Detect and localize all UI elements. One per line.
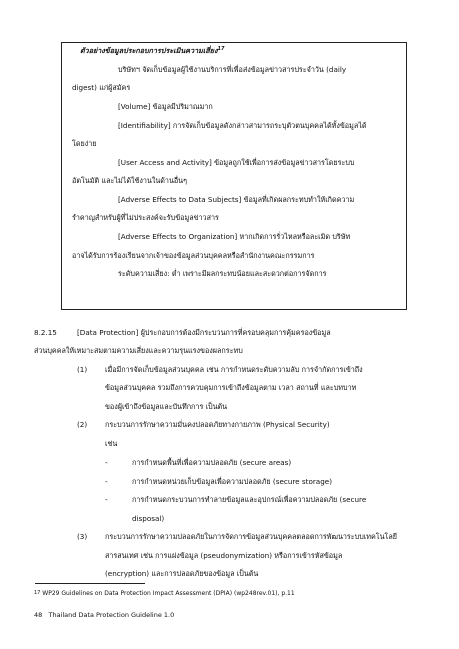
bullet-dash: - xyxy=(105,495,108,504)
bullet-text: disposal) xyxy=(132,514,165,523)
section-lead-cont: ส่วนบุคคลให้เหมาะสมตามความเสี่ยงและความรุนแรงของผลกระทบ xyxy=(34,346,243,355)
page-number: 48 xyxy=(34,611,43,619)
box-line: บริษัทฯ จัดเก็บข้อมูลผู้ใช้งานบริการที่เพื่อส่งข้อมูลข่าวสารประจำวัน (daily xyxy=(118,65,347,74)
item-label: (1) xyxy=(77,365,88,374)
item-line: ข้อมูลส่วนบุคคล รวมถึงการควบคุมการเข้าถึงข้อมูลตาม เวลา สถานที่ และบทบาท xyxy=(105,383,357,392)
footnote-ref: 17 xyxy=(217,46,225,52)
box-line: digest) แก่ผู้สมัคร xyxy=(72,83,131,92)
item-line: เมื่อมีการจัดเก็บข้อมูลส่วนบุคคล เช่น การกำหนดระดับความลับ การจำกัดการเข้าถึง xyxy=(105,365,363,374)
footnote xyxy=(34,591,295,597)
box-line: อาจได้รับการร้องเรียนจากเจ้าของข้อมูลส่วนบุคคลหรือสำนักงานคณะกรรมการ xyxy=(72,251,315,260)
footnote-mark: 17 xyxy=(34,590,41,596)
box-line: [Adverse Effects to Organization] หากเกิดการรั่วไหลหรือละเมิด บริษัท xyxy=(118,232,351,241)
item-line: ของผู้เข้าถึงข้อมูลและบันทึกการ เป็นต้น xyxy=(105,402,228,411)
item-line: สารสนเทศ เช่น การแฝงข้อมูล (pseudonymization) หรือการเข้ารหัสข้อมูล xyxy=(105,551,343,560)
item-line: (encryption) และการปลอดภัยของข้อมูล เป็นต้น xyxy=(105,569,259,578)
box-line: อัตโนมัติ และไม่ได้ใช้งานในด้านอื่นๆ xyxy=(72,176,187,185)
item-line: เช่น xyxy=(105,439,118,448)
section-lead: [Data Protection] ผู้ประกอบการต้องมีกระบวนการที่ครอบคลุมการคุ้มครองข้อมูล xyxy=(77,328,331,337)
item-label: (3) xyxy=(77,532,88,541)
footnote-rule xyxy=(35,583,145,584)
box-title: ตัวอย่างข้อมูลประกอบการประเมินความเสี่ยง$^{17}$ xyxy=(80,46,225,55)
bullet-text: การกำหนดกระบวนการทำลายข้อมูลและอุปกรณ์เพื่อความปลอดภัย (secure xyxy=(132,495,367,504)
box-line: [User Access and Activity] ข้อมูลถูกใช้เพื่อการส่งข้อมูลข่าวสารโดยระบบ xyxy=(118,158,355,167)
bullet-text: การกำหนดพื้นที่เพื่อความปลอดภัย (secure areas) xyxy=(132,458,292,467)
section-number: 8.2.15 xyxy=(34,328,57,337)
footer-title: Thailand Data Protection Guideline 1.0 xyxy=(48,611,175,619)
item-line: กระบวนการรักษาความมั่นคงปลอดภัยทางกายภาพ (Physical Security) xyxy=(105,420,330,429)
box-line: โดยง่าย xyxy=(72,139,97,148)
bullet-dash: - xyxy=(105,477,108,486)
box-line: [Volume] ข้อมูลมีปริมาณมาก xyxy=(118,102,213,111)
box-line: รำคาญสำหรับผู้ที่ไม่ประสงค์จะรับข้อมูลข่าวสาร xyxy=(72,213,219,222)
page-footer xyxy=(34,612,174,619)
box-line: [Adverse Effects to Data Subjects] ข้อมูลที่เกิดผลกระทบทำให้เกิดความ xyxy=(118,195,355,204)
bullet-text: การกำหนดหน่วยเก็บข้อมูลเพื่อความปลอดภัย (secure storage) xyxy=(132,477,333,486)
box-line: ระดับความเสี่ยง: ต่ำ เพราะมีผลกระทบน้อยและสะดวกต่อการจัดการ xyxy=(118,269,327,278)
box-line: [Identifiability] การจัดเก็บข้อมูลดังกล่าวสามารถระบุตัวตนบุคคลได้ทั้งข้อมูลได้ xyxy=(118,121,367,130)
item-label: (2) xyxy=(77,420,88,429)
bullet-dash: - xyxy=(105,458,108,467)
footnote-text: WP29 Guidelines on Data Protection Impact Assessment (DPIA) (wp248rev.01), p.11 xyxy=(42,590,295,597)
item-line: กระบวนการรักษาความปลอดภัยในการจัดการข้อมูลส่วนบุคคลตลอดการพัฒนาระบบเทคโนโลยี xyxy=(105,532,398,541)
